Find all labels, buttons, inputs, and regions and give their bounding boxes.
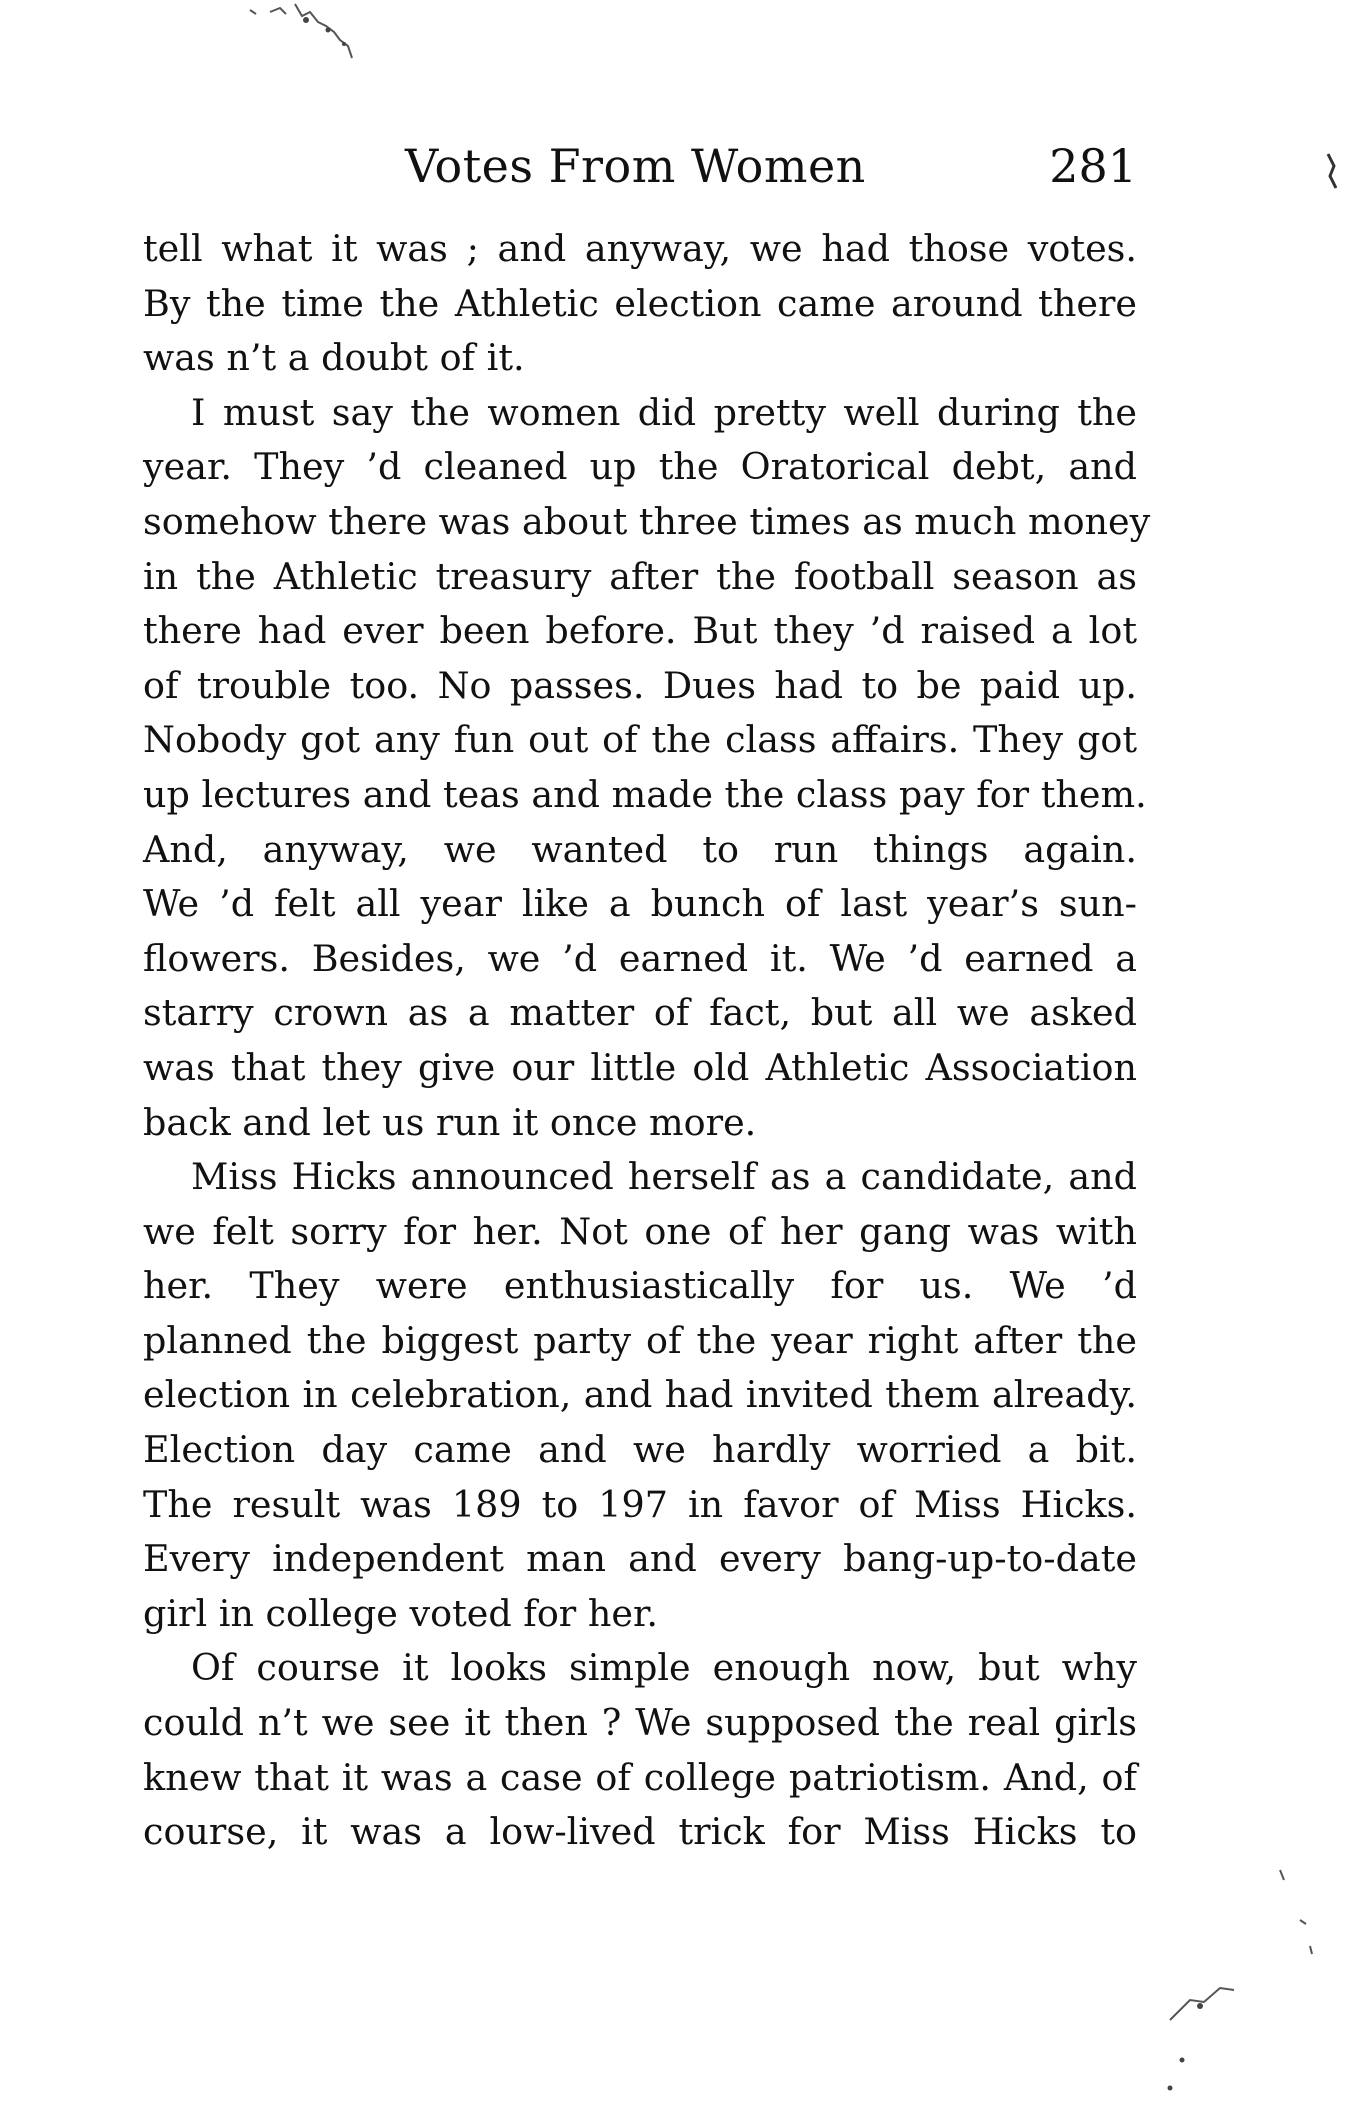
text-line: I must say the women did pretty well during the — [191, 390, 1137, 434]
text-line: And, anyway, we wanted to run things again. — [143, 827, 1137, 871]
scan-artifact-top — [240, 0, 420, 70]
text-line: girl in college voted for her. — [143, 1591, 658, 1635]
text-line: flowers. Besides, we ’d earned it. We ’d earned a — [143, 936, 1137, 980]
running-head — [143, 136, 1137, 196]
text-line: somehow there was about three times as much money — [143, 499, 1151, 543]
scan-artifact-right-low — [1160, 1850, 1350, 2104]
text-line: could n’t we see it then ? We supposed the real girls — [143, 1701, 1137, 1745]
page-number: 281 — [1049, 139, 1137, 193]
text-line: was n’t a doubt of it. — [143, 336, 525, 380]
text-line: in the Athletic treasury after the football season as — [143, 554, 1137, 598]
text-line: her. They were enthusiastically for us. We ’d — [143, 1264, 1137, 1308]
text-line: course, it was a low-lived trick for Miss Hicks to — [143, 1810, 1137, 1854]
text-line: Nobody got any fun out of the class affairs. They got — [143, 718, 1137, 762]
text-line: tell what it was ; and anyway, we had those votes. — [143, 227, 1137, 270]
text-line: election in celebration, and had invited them already. — [143, 1373, 1137, 1417]
text-line: we felt sorry for her. Not one of her gang was with — [143, 1209, 1137, 1253]
text-line: Miss Hicks announced herself as a candidate, and — [191, 1155, 1137, 1199]
scan-artifact-right-mid — [1320, 150, 1350, 200]
body-text — [143, 222, 1151, 1860]
text-line: knew that it was a case of college patriotism. And, of — [143, 1755, 1137, 1799]
text-line: By the time the Athletic election came around there — [143, 281, 1137, 325]
text-line: We ’d felt all year like a bunch of last year’s sun- — [143, 882, 1137, 926]
running-head-title: Votes From Women — [405, 139, 866, 193]
text-line: there had ever been before. But they ’d raised a lot — [143, 609, 1137, 653]
text-line: of trouble too. No passes. Dues had to be paid up. — [143, 663, 1137, 707]
text-line: Election day came and we hardly worried a bit. — [143, 1428, 1137, 1472]
text-line: Every independent man and every bang-up-to-date — [143, 1537, 1137, 1581]
text-line: year. They ’d cleaned up the Oratorical debt, and — [143, 445, 1137, 489]
text-line: The result was 189 to 197 in favor of Miss Hicks. — [143, 1482, 1137, 1526]
text-line: was that they give our little old Athletic Association — [143, 1045, 1137, 1089]
text-line: starry crown as a matter of fact, but all we asked — [143, 991, 1137, 1035]
text-line: up lectures and teas and made the class pay for them. — [143, 772, 1147, 816]
text-line: back and let us run it once more. — [143, 1100, 757, 1144]
text-line: Of course it looks simple enough now, but why — [191, 1646, 1137, 1690]
text-line: planned the biggest party of the year right after the — [143, 1318, 1137, 1362]
